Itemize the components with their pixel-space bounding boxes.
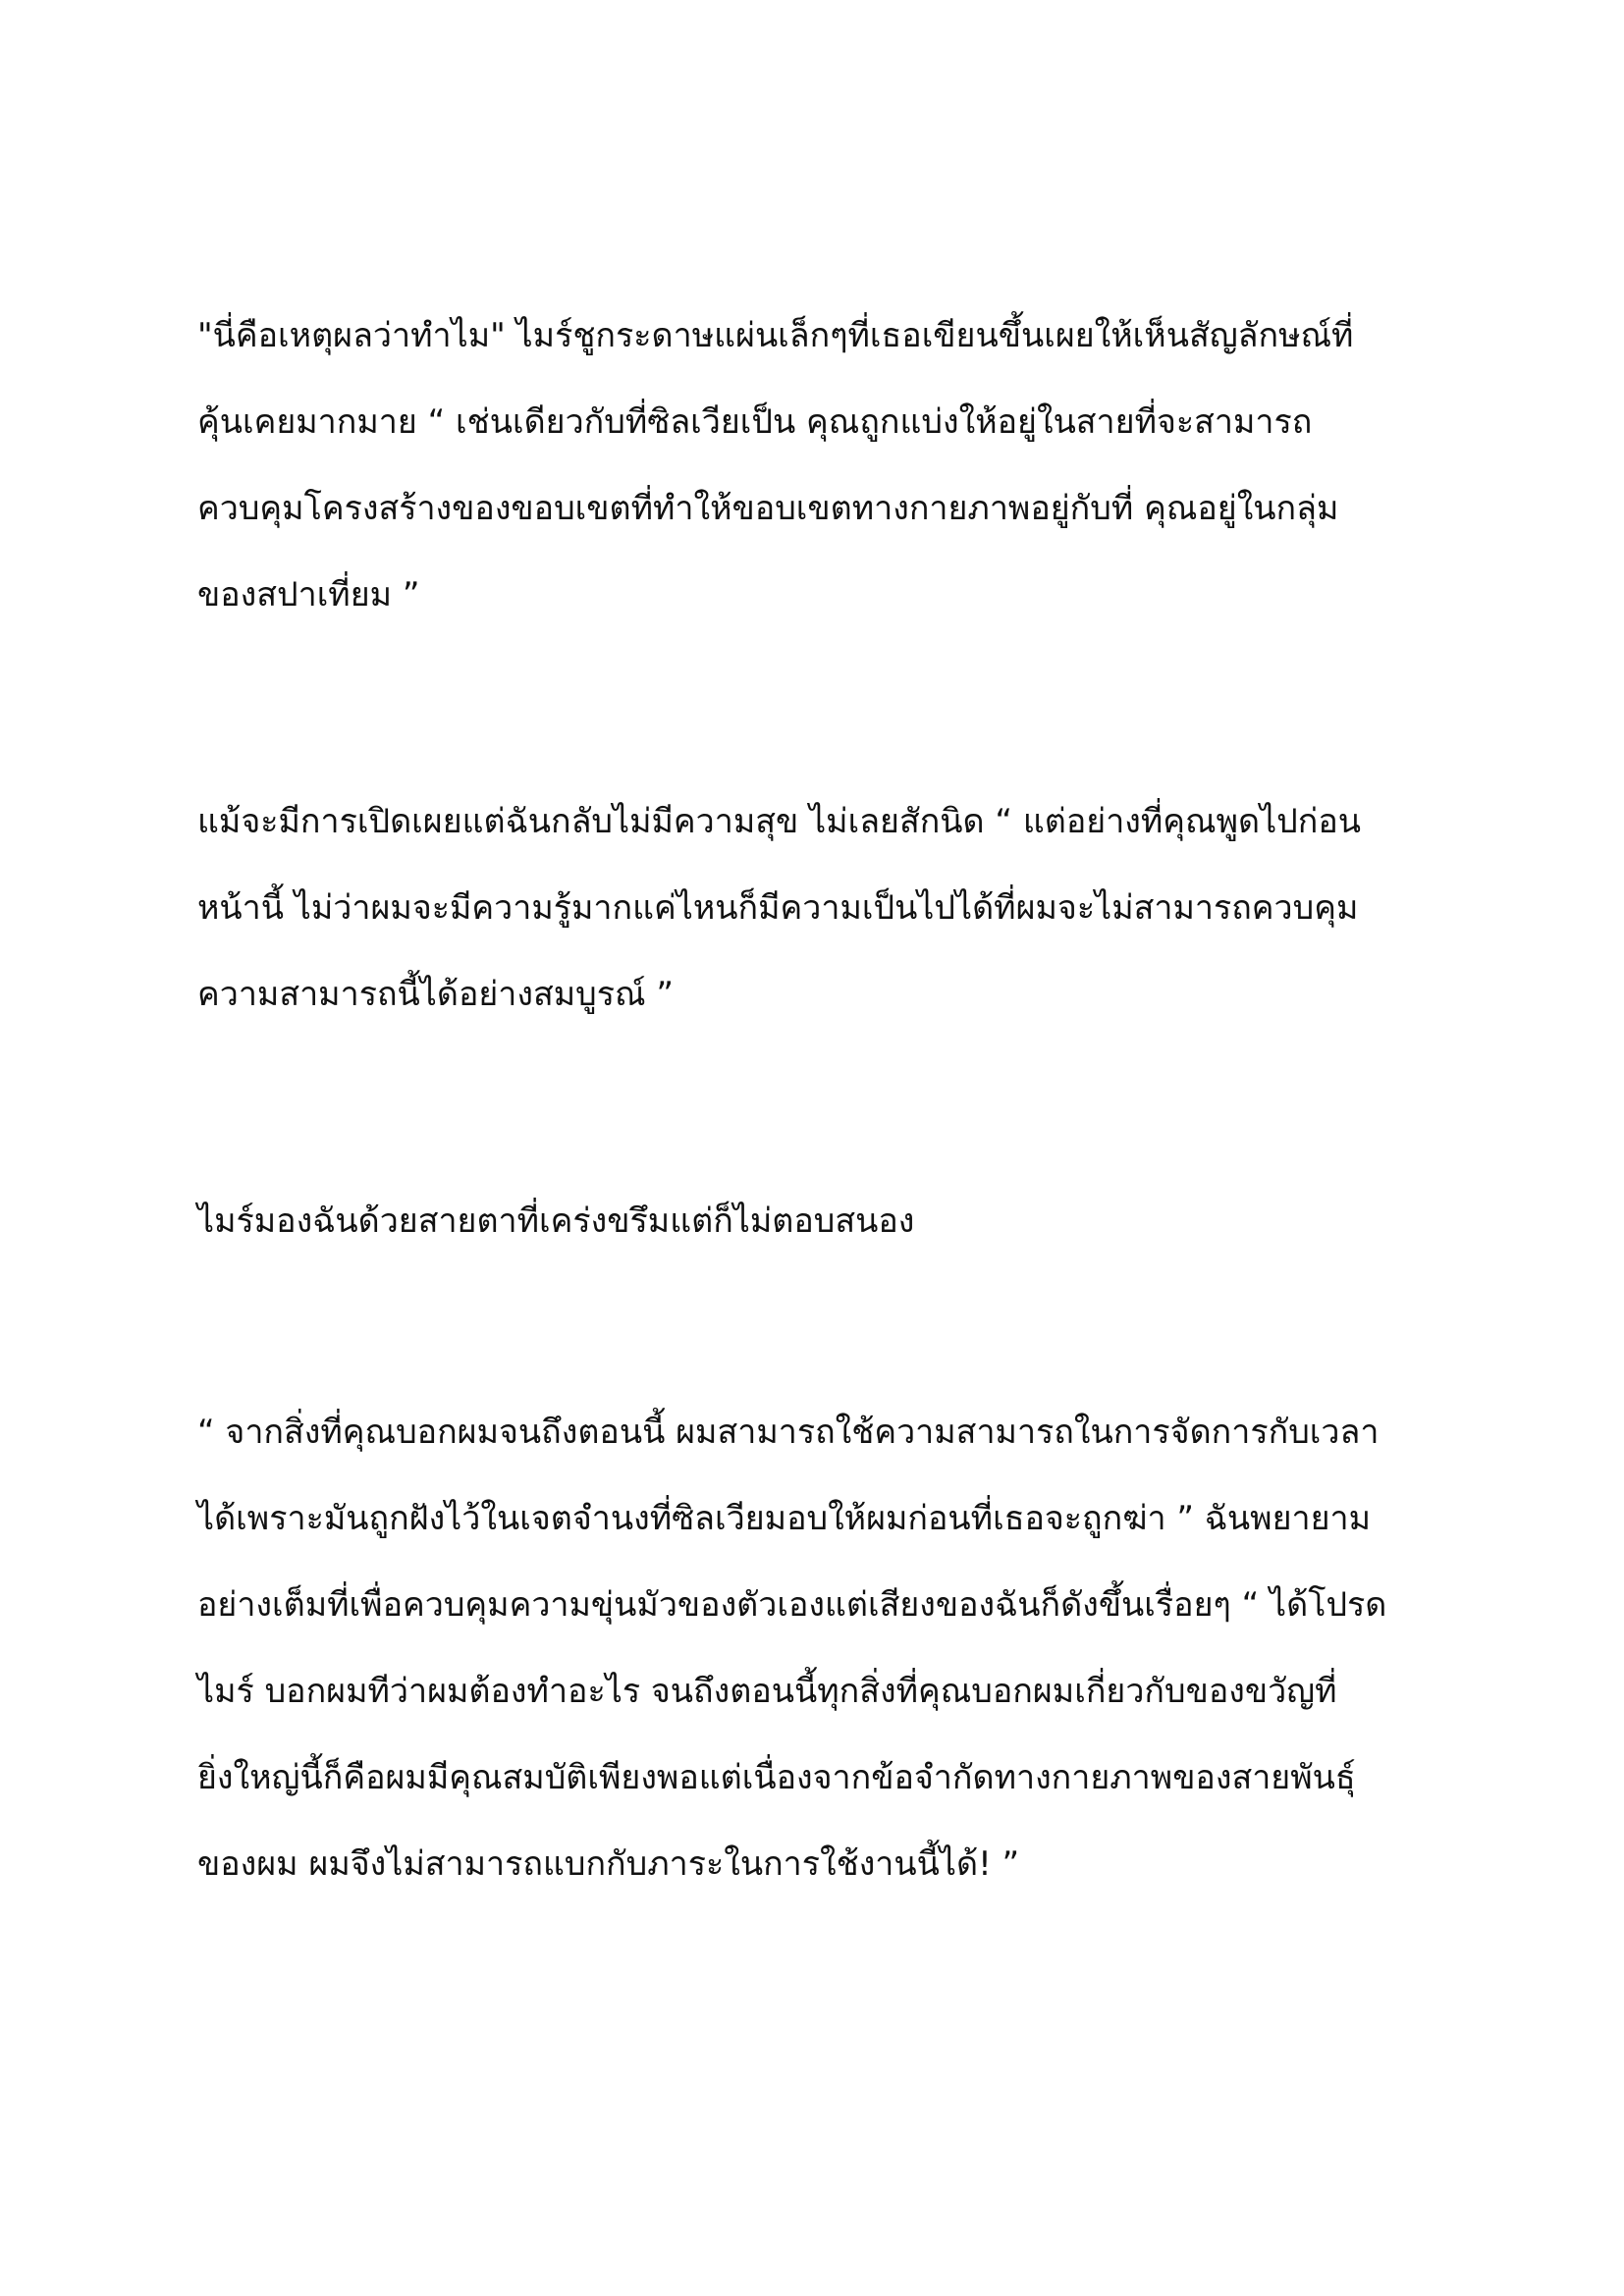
paragraph-3-line-1: ไมร์มองฉันด้วยสายตาที่เคร่งขรึมแต่ก็ไม่ตอบสนอง [197, 1201, 915, 1241]
paragraph-2-line-2: หน้านี้ ไม่ว่าผมจะมีความรู้มากแค่ไหนก็มีความเป็นไปได้ที่ผมจะไม่สามารถควบคุม [197, 888, 1359, 928]
paragraph-4-line-1: “ จากสิ่งที่คุณบอกผมจนถึงตอนนี้ ผมสามารถใช้ความสามารถในการจัดการกับเวลา [197, 1413, 1380, 1452]
paragraph-1-line-1: "นี่คือเหตุผลว่าทำไม" ไมร์ชูกระดาษแผ่นเล็กๆที่เธอเขียนขึ้นเผยให้เห็นสัญลักษณ์ที่ [197, 316, 1354, 355]
paragraph-4-line-5: ยิ่งใหญ่นี้ก็คือผมมีคุณสมบัติเพียงพอแต่เนื่องจากข้อจำกัดทางกายภาพของสายพันธุ์ [197, 1758, 1356, 1797]
paragraph-2-line-1: แม้จะมีการเปิดเผยแต่ฉันกลับไม่มีความสุข ไม่เลยสักนิด “ แต่อย่างที่คุณพูดไปก่อน [197, 802, 1362, 841]
paragraph-4-line-6: ของผม ผมจึงไม่สามารถแบกกับภาระในการใช้งานนี้ได้! ” [197, 1844, 1020, 1884]
paragraph-1-line-3: ควบคุมโครงสร้างของขอบเขตที่ทำให้ขอบเขตทางกายภาพอยู่กับที่ คุณอยู่ในกลุ่ม [197, 489, 1339, 528]
paragraph-4-line-4: ไมร์ บอกผมทีว่าผมต้องทำอะไร จนถึงตอนนี้ทุกสิ่งที่คุณบอกผมเกี่ยวกับของขวัญที่ [197, 1672, 1337, 1711]
paragraph-1-line-2: คุ้นเคยมากมาย “ เช่นเดียวกับที่ซิลเวียเป็น คุณถูกแบ่งให้อยู่ในสายที่จะสามารถ [197, 402, 1313, 442]
paragraph-4-line-3: อย่างเต็มที่เพื่อควบคุมความขุ่นมัวของตัวเองแต่เสียงของฉันก็ดังขึ้นเรื่อยๆ “ ได้โปรด [197, 1585, 1387, 1625]
paragraph-4-line-2: ได้เพราะมันถูกฝังไว้ในเจตจำนงที่ซิลเวียมอบให้ผมก่อนที่เธอจะถูกฆ่า ” ฉันพยายาม [197, 1499, 1372, 1538]
paragraph-1-line-4: ของสปาเที่ยม ” [197, 575, 420, 614]
paragraph-2-line-3: ความสามารถนี้ได้อย่างสมบูรณ์ ” [197, 975, 674, 1014]
